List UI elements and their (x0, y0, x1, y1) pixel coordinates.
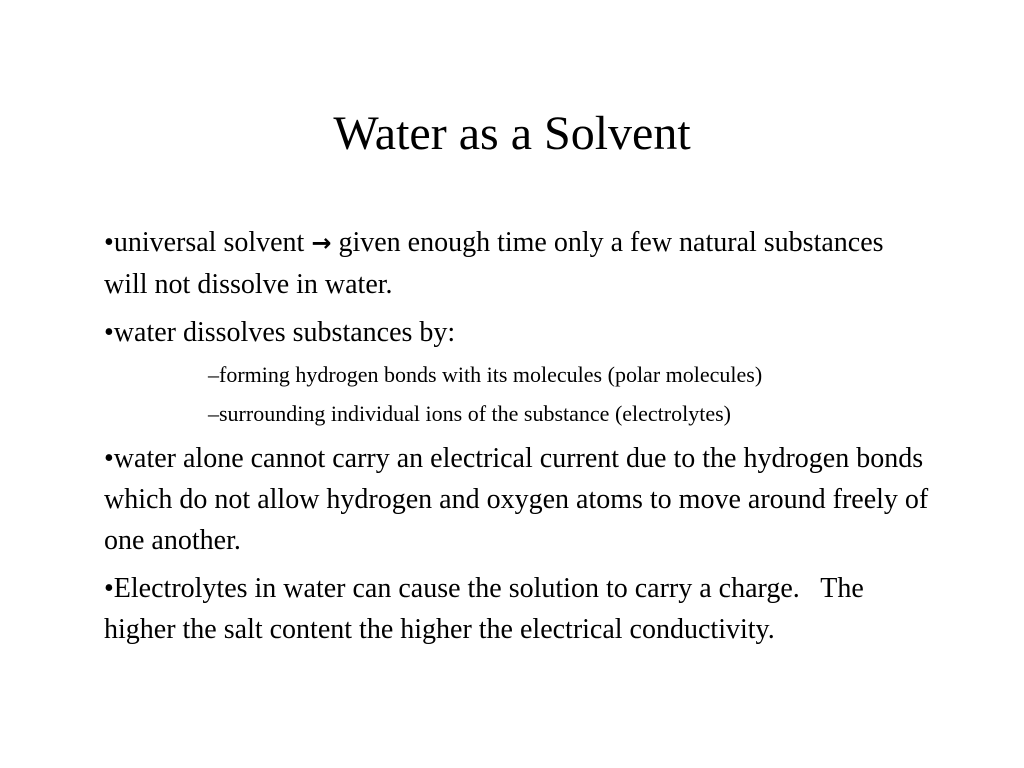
slide-title: Water as a Solvent (333, 107, 691, 160)
bullet-marker: • (104, 227, 114, 258)
bullet-universal-solvent (104, 222, 934, 305)
bullet-text-after-arrow: given enough time only a few natural substances will not dissolve in water. (104, 227, 884, 300)
bullet-dissolves-by: •water dissolves substances by: (104, 317, 456, 348)
bullet-electrolytes: •Electrolytes in water can cause the solution to carry a charge. The higher the salt content the higher the electrical conductivity. (104, 573, 871, 645)
sub-bullet-hydrogen-bonds: –forming hydrogen bonds with its molecules (polar molecules) (208, 362, 763, 387)
sub-bullet-ions: –surrounding individual ions of the substance (electrolytes) (208, 401, 731, 426)
slide-body (104, 222, 934, 657)
arrow-right-icon: → (311, 229, 332, 257)
bullet-text-before-arrow: universal solvent (113, 227, 312, 258)
bullet-electrical-current: •water alone cannot carry an electrical current due to the hydrogen bonds which do not allow hydrogen and oxygen atoms to move around freely of one another. (104, 443, 929, 556)
